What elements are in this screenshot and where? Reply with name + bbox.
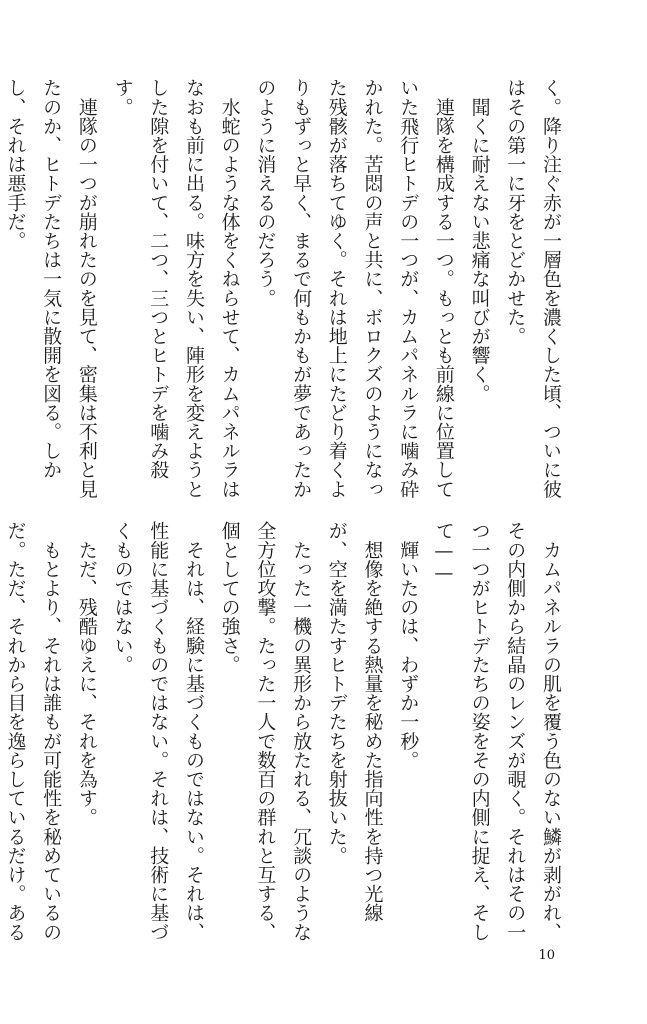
paragraph: たった一機の異形から放たれる、冗談のような全方位攻撃。たった一人で数百の群れと互する、個としての強さ。 (218, 521, 313, 942)
page-number: 10 (538, 948, 555, 963)
paragraph: 連隊を構成する一つ。もっとも前線に位置していた飛行ヒトデの一つが、カムパネルラに噛み砕かれた。苦悶の声と共に、ボロクズのようになった残骸が落ちてゆく。それは地上にたどり着くよりもずっと早く、まるで何もかもが夢であったかのように消えるのだろう。 (254, 78, 455, 499)
paragraph: く。降り注ぐ赤が一層色を濃くした頃、ついに彼はその第一に牙をとどかせた。 (504, 78, 562, 499)
paragraph: カムパネルラの肌を覆う色のない鱗が剥がれ、その内側から結晶のレンズが覗く。それはその一つ一つがヒトデたちの姿をその内側に捉え、そして—— (432, 521, 562, 942)
paragraph: 聞くに耐えない悲痛な叫びが響く。 (468, 78, 491, 403)
paragraph: もとより、それは誰もが可能性を秘めているのだ。ただ、それから目を逸らしているだけ。ある (4, 521, 63, 942)
paragraph: 輝いたのは、わずか一秒。 (397, 521, 420, 770)
paragraph: 想像を絶する熱量を秘めた指向性を持つ光線が、空を満たすヒトデたちを射抜いた。 (325, 521, 384, 923)
paragraph: 水蛇のような体をくねらせて、カムパネルラはなおも前に出る。味方を失い、陣形を変えようとした隙を付いて、二つ、三つとヒトデを噛み殺す。 (111, 78, 241, 499)
paragraph: それは、経験に基づくものではない。それは、性能に基づくものではない。それは、技術に基づくものではない。 (111, 521, 205, 942)
paragraph: 連隊の一つが崩れたのを見て、密集は不利と見たのか、ヒトデたちは一気に散開を図る。しかし、それは悪手だ。 (4, 78, 98, 499)
paragraph: ただ、残酷ゆえに、それを為す。 (75, 521, 98, 827)
text-block-top (4, 78, 568, 503)
text-block-bottom (4, 521, 568, 946)
